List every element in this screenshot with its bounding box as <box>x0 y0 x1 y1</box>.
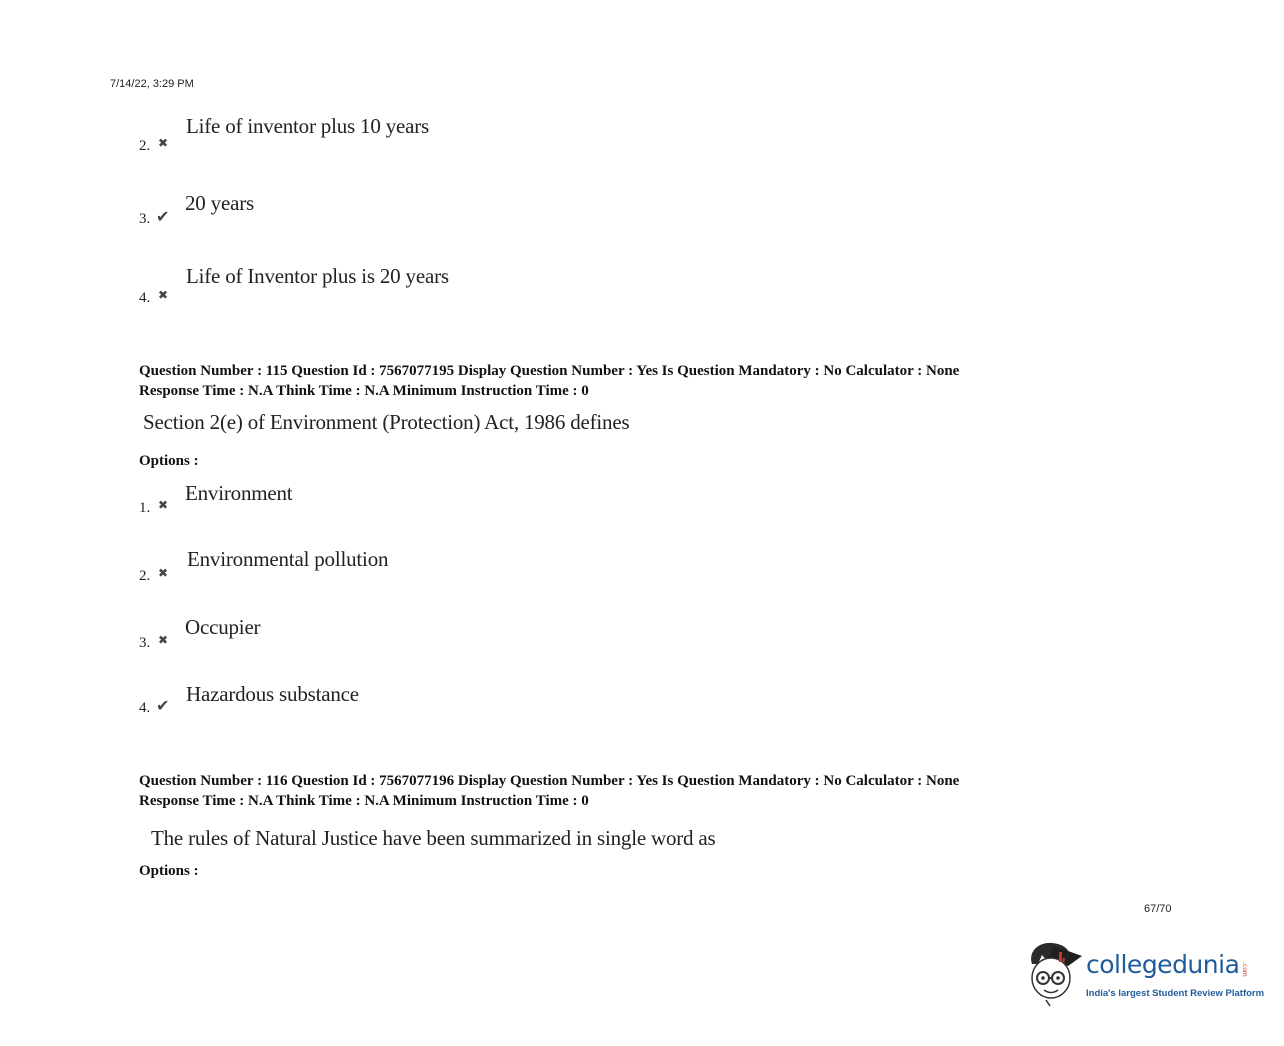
check-icon: ✔ <box>156 207 170 226</box>
question-meta-line2: Response Time : N.A Think Time : N.A Minimum Instruction Time : 0 <box>139 793 589 809</box>
cross-icon: ✖ <box>158 566 169 580</box>
option-text: Life of inventor plus 10 years <box>186 114 430 138</box>
cross-icon: ✖ <box>158 288 169 302</box>
option-text: Environment <box>185 481 293 505</box>
option-text: Life of Inventor plus is 20 years <box>186 264 449 288</box>
mascot-icon <box>1024 940 1084 1008</box>
collegedunia-logo <box>1024 940 1264 1010</box>
cross-icon: ✖ <box>158 498 169 512</box>
question-text: Section 2(e) of Environment (Protection) Act, 1986 defines <box>143 410 630 434</box>
option-text: Occupier <box>185 615 261 639</box>
logo-brand-name: collegedunia <box>1086 950 1240 979</box>
options-label: Options : <box>139 453 199 469</box>
option-number: 4. <box>139 700 151 716</box>
logo-dotcom: .com <box>1241 962 1248 977</box>
option-number: 3. <box>139 211 151 227</box>
option-text: Hazardous substance <box>186 682 359 706</box>
logo-tagline: India's largest Student Review Platform <box>1086 988 1265 999</box>
print-timestamp: 7/14/22, 3:29 PM <box>110 78 194 90</box>
option-text: 20 years <box>185 191 254 215</box>
check-icon: ✔ <box>156 696 170 715</box>
question-meta-line2: Response Time : N.A Think Time : N.A Minimum Instruction Time : 0 <box>139 383 589 399</box>
question-meta-line1: Question Number : 116 Question Id : 7567077196 Display Question Number : Yes Is Question Mandatory : No Calculator : None <box>139 773 960 789</box>
option-number: 1. <box>139 500 151 516</box>
page-number: 67/70 <box>1144 903 1172 915</box>
question-meta-line1: Question Number : 115 Question Id : 7567077195 Display Question Number : Yes Is Question Mandatory : No Calculator : None <box>139 363 960 379</box>
options-label: Options : <box>139 863 199 879</box>
option-text: Environmental pollution <box>187 547 389 571</box>
question-text: The rules of Natural Justice have been summarized in single word as <box>151 826 716 850</box>
option-number: 2. <box>139 568 151 584</box>
cross-icon: ✖ <box>158 136 169 150</box>
option-number: 4. <box>139 290 151 306</box>
option-number: 2. <box>139 138 151 154</box>
option-number: 3. <box>139 635 151 651</box>
cross-icon: ✖ <box>158 633 169 647</box>
